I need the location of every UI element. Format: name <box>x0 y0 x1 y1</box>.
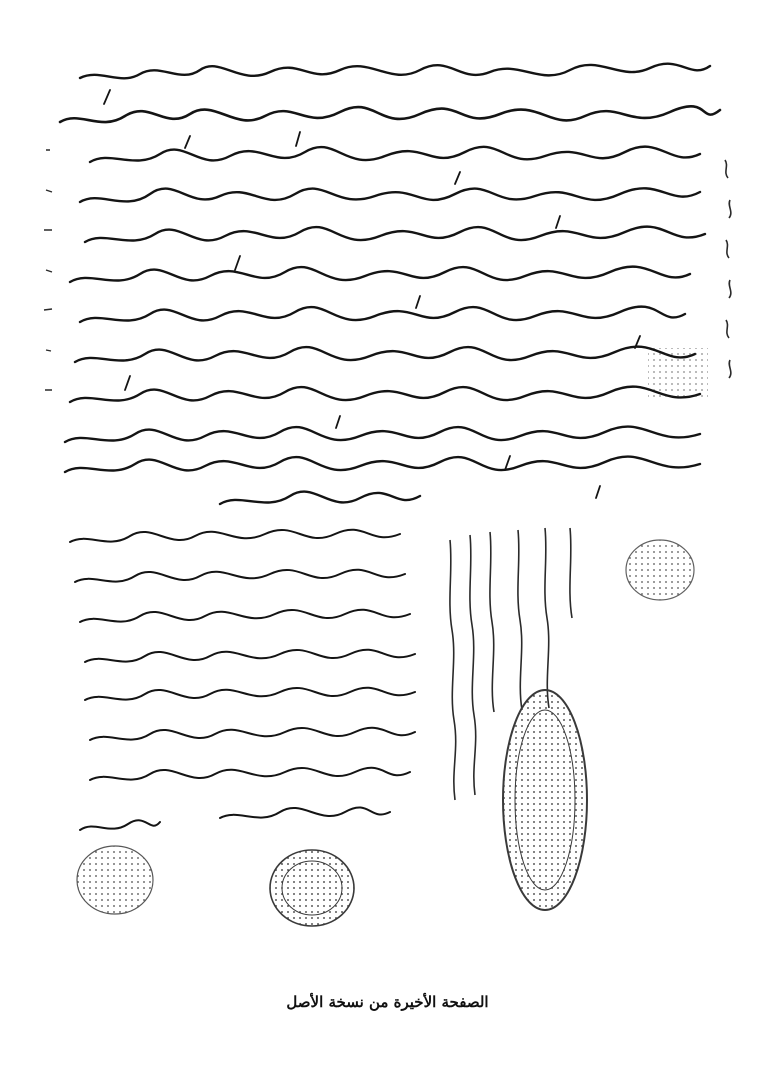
manuscript-image <box>40 40 740 970</box>
script-line <box>65 457 700 472</box>
margin-note <box>570 528 572 618</box>
script-line <box>75 347 695 362</box>
script-line <box>80 820 160 830</box>
script-line <box>220 492 420 504</box>
script-line <box>80 188 700 202</box>
script-line <box>80 64 710 79</box>
margin-note <box>490 532 494 712</box>
margin-note <box>450 540 456 800</box>
script-line <box>90 147 700 162</box>
script-line <box>85 227 705 242</box>
script-line <box>90 768 410 780</box>
round-seal-stamp <box>77 846 153 914</box>
script-line <box>75 570 405 582</box>
script-line <box>60 106 720 122</box>
margin-note <box>44 150 52 390</box>
script-line <box>80 610 410 622</box>
seal-stamps <box>77 348 708 926</box>
round-seal-stamp <box>626 540 694 600</box>
margin-note <box>725 160 731 378</box>
margin-note <box>545 528 549 708</box>
page-caption: الصفحة الأخيرة من نسخة الأصل <box>286 993 489 1011</box>
oval-seal-stamp <box>503 690 587 910</box>
margin-note <box>518 530 522 710</box>
faded-stamp <box>648 348 708 398</box>
script-line <box>90 728 415 740</box>
script-line <box>220 807 390 818</box>
script-line <box>70 530 400 542</box>
script-line <box>85 650 415 662</box>
margin-note <box>470 535 476 795</box>
script-line <box>80 307 685 322</box>
left-margin-notes <box>44 150 52 390</box>
script-line <box>70 387 700 402</box>
script-line <box>70 267 690 282</box>
lower-text-block <box>70 530 415 830</box>
right-margin-notes <box>725 160 731 378</box>
script-line <box>85 688 415 700</box>
manuscript-drawing <box>40 40 740 970</box>
script-line <box>65 427 700 442</box>
upper-text-block <box>60 64 720 504</box>
